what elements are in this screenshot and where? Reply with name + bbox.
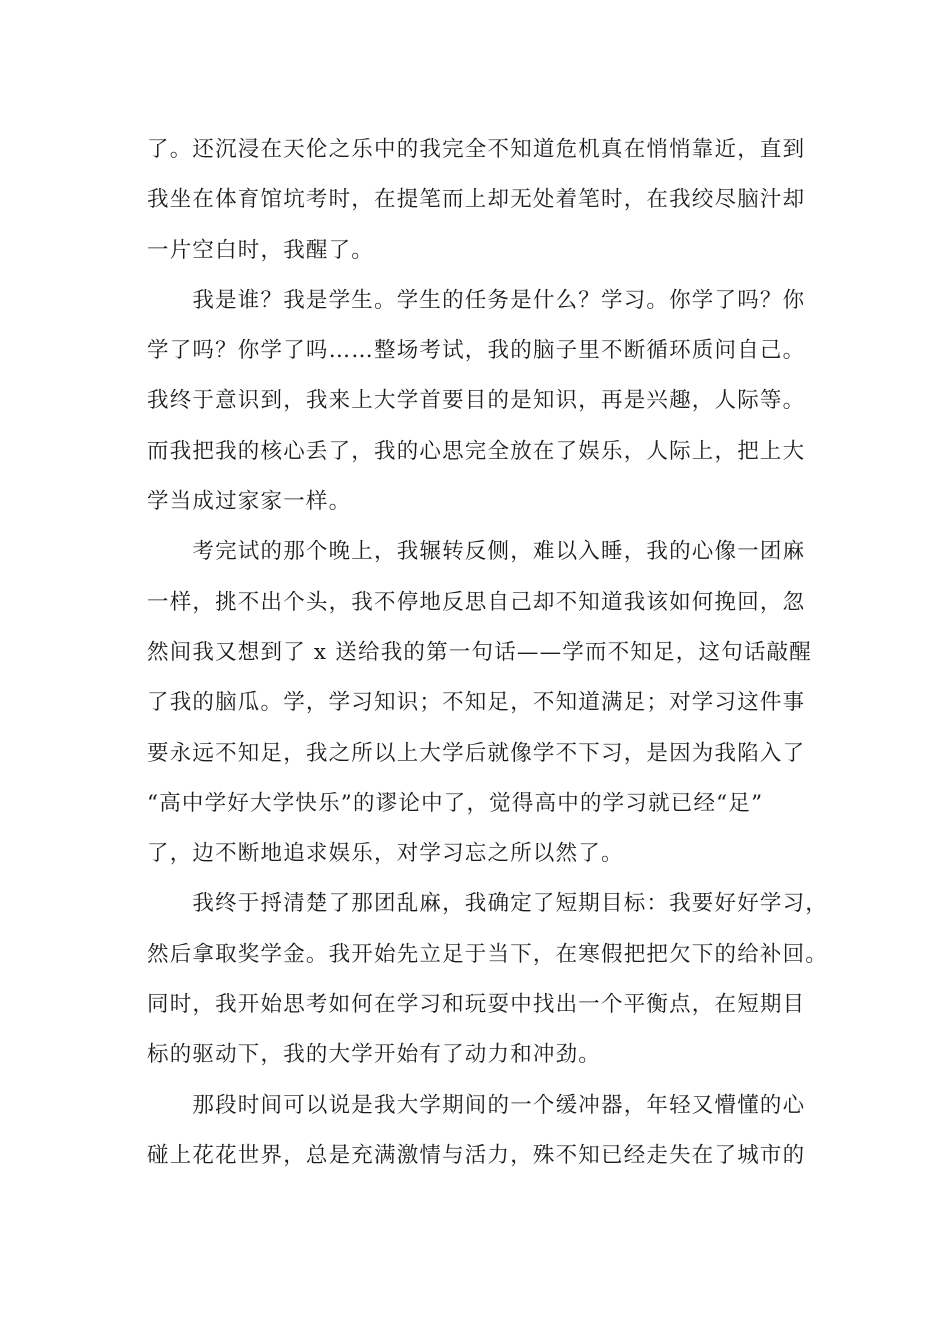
paragraph <box>147 879 829 1080</box>
text-line: 考完试的那个晚上，我辗转反侧，难以入睡，我的心像一团麻 <box>147 539 806 565</box>
text-line: 一片空白时，我醒了。 <box>147 237 375 263</box>
text-line: 学当成过家家一样。 <box>147 489 352 515</box>
text-line: 了。还沉浸在天伦之乐中的我完全不知道危机真在悄悄靠近，直到 <box>147 137 806 162</box>
text-line: 我终于意识到，我来上大学首要目的是知识，再是兴趣，人际等。 <box>147 388 806 414</box>
text-line: 一样，挑不出个头，我不停地反思自己却不知道我该如何挽回，忽 <box>147 589 806 615</box>
text-line: 同时，我开始思考如何在学习和玩耍中找出一个平衡点，在短期目 <box>147 992 806 1018</box>
paragraph <box>147 527 812 879</box>
text-line: “高中学好大学快乐”的谬论中了，觉得高中的学习就已经“足” <box>147 790 764 816</box>
text-line: 我坐在体育馆坑考时，在提笔而上却无处着笔时，在我绞尽脑汁却 <box>147 187 806 213</box>
text-line: 我是谁？我是学生。学生的任务是什么？学习。你学了吗？你 <box>147 287 806 313</box>
text-line: 了，边不断地追求娱乐，对学习忘之所以然了。 <box>147 841 624 867</box>
paragraph <box>147 125 807 276</box>
paragraph <box>147 276 807 527</box>
text-line: 然后拿取奖学金。我开始先立足于当下，在寒假把把欠下的给补回。 <box>147 941 829 967</box>
text-line: 我终于捋清楚了那团乱麻，我确定了短期目标：我要好好学习， <box>147 891 829 917</box>
text-line: 学了吗？你学了吗……整场考试，我的脑子里不断循环质问自己。 <box>147 338 806 364</box>
document-body <box>147 125 829 1181</box>
paragraph <box>147 1081 807 1182</box>
text-line: 而我把我的核心丢了，我的心思完全放在了娱乐，人际上，把上大 <box>147 438 806 464</box>
text-line: 然间我又想到了 x 送给我的第一句话——学而不知足，这句话敲醒 <box>147 639 812 665</box>
text-line: 那段时间可以说是我大学期间的一个缓冲器，年轻又懵懂的心 <box>147 1092 806 1118</box>
text-line: 要永远不知足，我之所以上大学后就像学不下习，是因为我陷入了 <box>147 740 806 766</box>
text-line: 了我的脑瓜。学，学习知识；不知足，不知道满足；对学习这件事 <box>147 690 806 716</box>
text-line: 碰上花花世界，总是充满激情与活力，殊不知已经走失在了城市的 <box>147 1142 806 1168</box>
text-line: 标的驱动下，我的大学开始有了动力和冲劲。 <box>147 1042 602 1068</box>
